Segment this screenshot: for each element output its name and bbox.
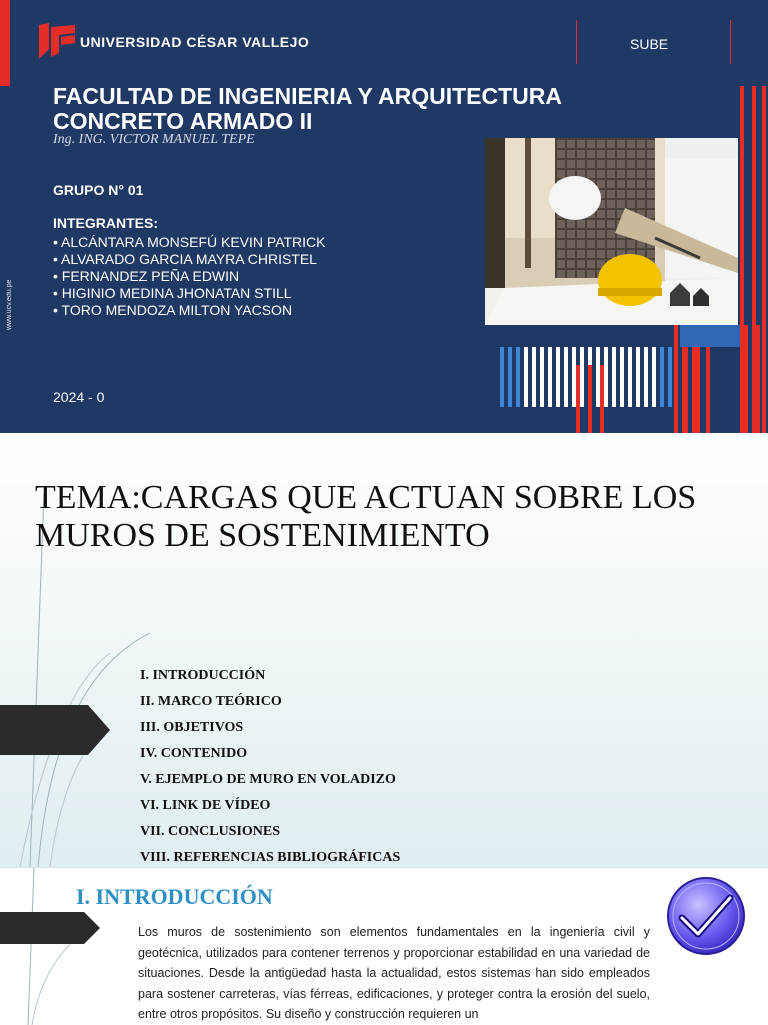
toc-item[interactable]: V. EJEMPLO DE MURO EN VOLADIZO — [140, 772, 396, 787]
divider — [730, 20, 731, 64]
stripe — [612, 347, 616, 407]
decorative-stripes — [498, 325, 768, 433]
stripe — [636, 347, 640, 407]
year-label: 2024 - 0 — [53, 389, 105, 405]
stripe — [644, 347, 648, 407]
group-number: GRUPO N° 01 — [53, 182, 144, 198]
stripe — [524, 347, 528, 407]
section-title: I. INTRODUCCIÓN — [76, 884, 273, 909]
red-stripe — [756, 325, 760, 433]
faculty-name: FACULTAD DE INGENIERIA Y ARQUITECTURA — [53, 83, 562, 109]
table-of-contents — [140, 663, 400, 867]
cover-slide — [0, 0, 768, 433]
red-stripe — [682, 347, 686, 433]
red-stripe — [740, 86, 744, 433]
red-stripe — [752, 86, 756, 433]
members-title: INTEGRANTES: — [53, 215, 158, 231]
member-item: • ALVARADO GARCIA MAYRA CHRISTEL — [53, 251, 317, 267]
quality-badge-icon — [664, 874, 748, 958]
stripe — [652, 347, 656, 407]
arrow-shape — [0, 705, 110, 755]
member-item: • FERNANDEZ PEÑA EDWIN — [53, 268, 240, 284]
red-stripe — [674, 325, 678, 433]
toc-item[interactable]: II. MARCO TEÓRICO — [140, 694, 282, 709]
member-item: • HIGINIO MEDINA JHONATAN STILL — [53, 285, 292, 301]
toc-item[interactable]: VII. CONCLUSIONES — [140, 824, 281, 839]
stripe — [668, 347, 672, 407]
stripe — [540, 347, 544, 407]
red-stripe — [576, 365, 580, 433]
members-list — [53, 234, 326, 319]
side-url: www.ucv.edu.pe — [6, 279, 13, 330]
red-stripe — [692, 347, 696, 433]
member-item: • TORO MENDOZA MILTON YACSON — [53, 302, 293, 318]
member-item: • ALCÁNTARA MONSEFÚ KEVIN PATRICK — [53, 234, 326, 250]
toc-item[interactable]: VIII. REFERENCIAS BIBLIOGRÁFICAS — [140, 850, 401, 865]
toc-item[interactable]: I. INTRODUCCIÓN — [140, 668, 266, 683]
blue-block — [680, 325, 740, 347]
ucv-logo-icon — [39, 23, 75, 59]
stripe — [604, 347, 608, 407]
stripe — [572, 347, 576, 407]
agenda-slide — [0, 433, 768, 867]
intro-paragraph: Los muros de sostenimiento son elementos fundamentales en la ingeniería civil y geotécnica, utilizados para contener terrenos y proporcionar estabilidad en una variedad de situaciones. Desde la antigüedad hasta la actualidad, estos sistemas han sido empleados para sostener carreteras, vías férreas, edificaciones, y proteger contra la erosión del suelo, entre otros propósitos. Su diseño y construcción requieren un — [138, 925, 650, 1021]
stripe — [556, 347, 560, 407]
stripe — [620, 347, 624, 407]
red-stripe — [744, 325, 748, 433]
professor-name: Ing. ING. VICTOR MANUEL TEPE — [53, 132, 255, 147]
faculty-heading — [53, 84, 562, 134]
engineers-photo — [485, 138, 738, 325]
university-name: UNIVERSIDAD CÉSAR VALLEJO — [80, 34, 310, 50]
stripe — [564, 347, 568, 407]
toc-item[interactable]: VI. LINK DE VÍDEO — [140, 798, 271, 813]
red-stripe — [600, 365, 604, 433]
stripe — [508, 347, 512, 407]
red-accent-bar — [0, 0, 10, 86]
stripe — [628, 347, 632, 407]
red-stripe — [762, 86, 766, 433]
divider — [576, 20, 577, 64]
arrow-shape — [0, 912, 100, 944]
red-stripe — [588, 365, 592, 433]
stripe — [596, 347, 600, 407]
stripe — [532, 347, 536, 407]
stripe — [548, 347, 552, 407]
course-name: CONCRETO ARMADO II — [53, 108, 313, 134]
stripe — [580, 347, 584, 407]
toc-item[interactable]: III. OBJETIVOS — [140, 720, 244, 735]
stripe — [660, 347, 664, 407]
slide-title: TEMA:CARGAS QUE ACTUAN SOBRE LOS MUROS DE SOSTENIMIENTO — [35, 479, 697, 554]
introduction-slide — [0, 867, 768, 1025]
stripe — [516, 347, 520, 407]
stripe — [500, 347, 504, 407]
toc-item[interactable]: IV. CONTENIDO — [140, 746, 248, 761]
sube-link[interactable]: SUBE — [630, 36, 669, 52]
